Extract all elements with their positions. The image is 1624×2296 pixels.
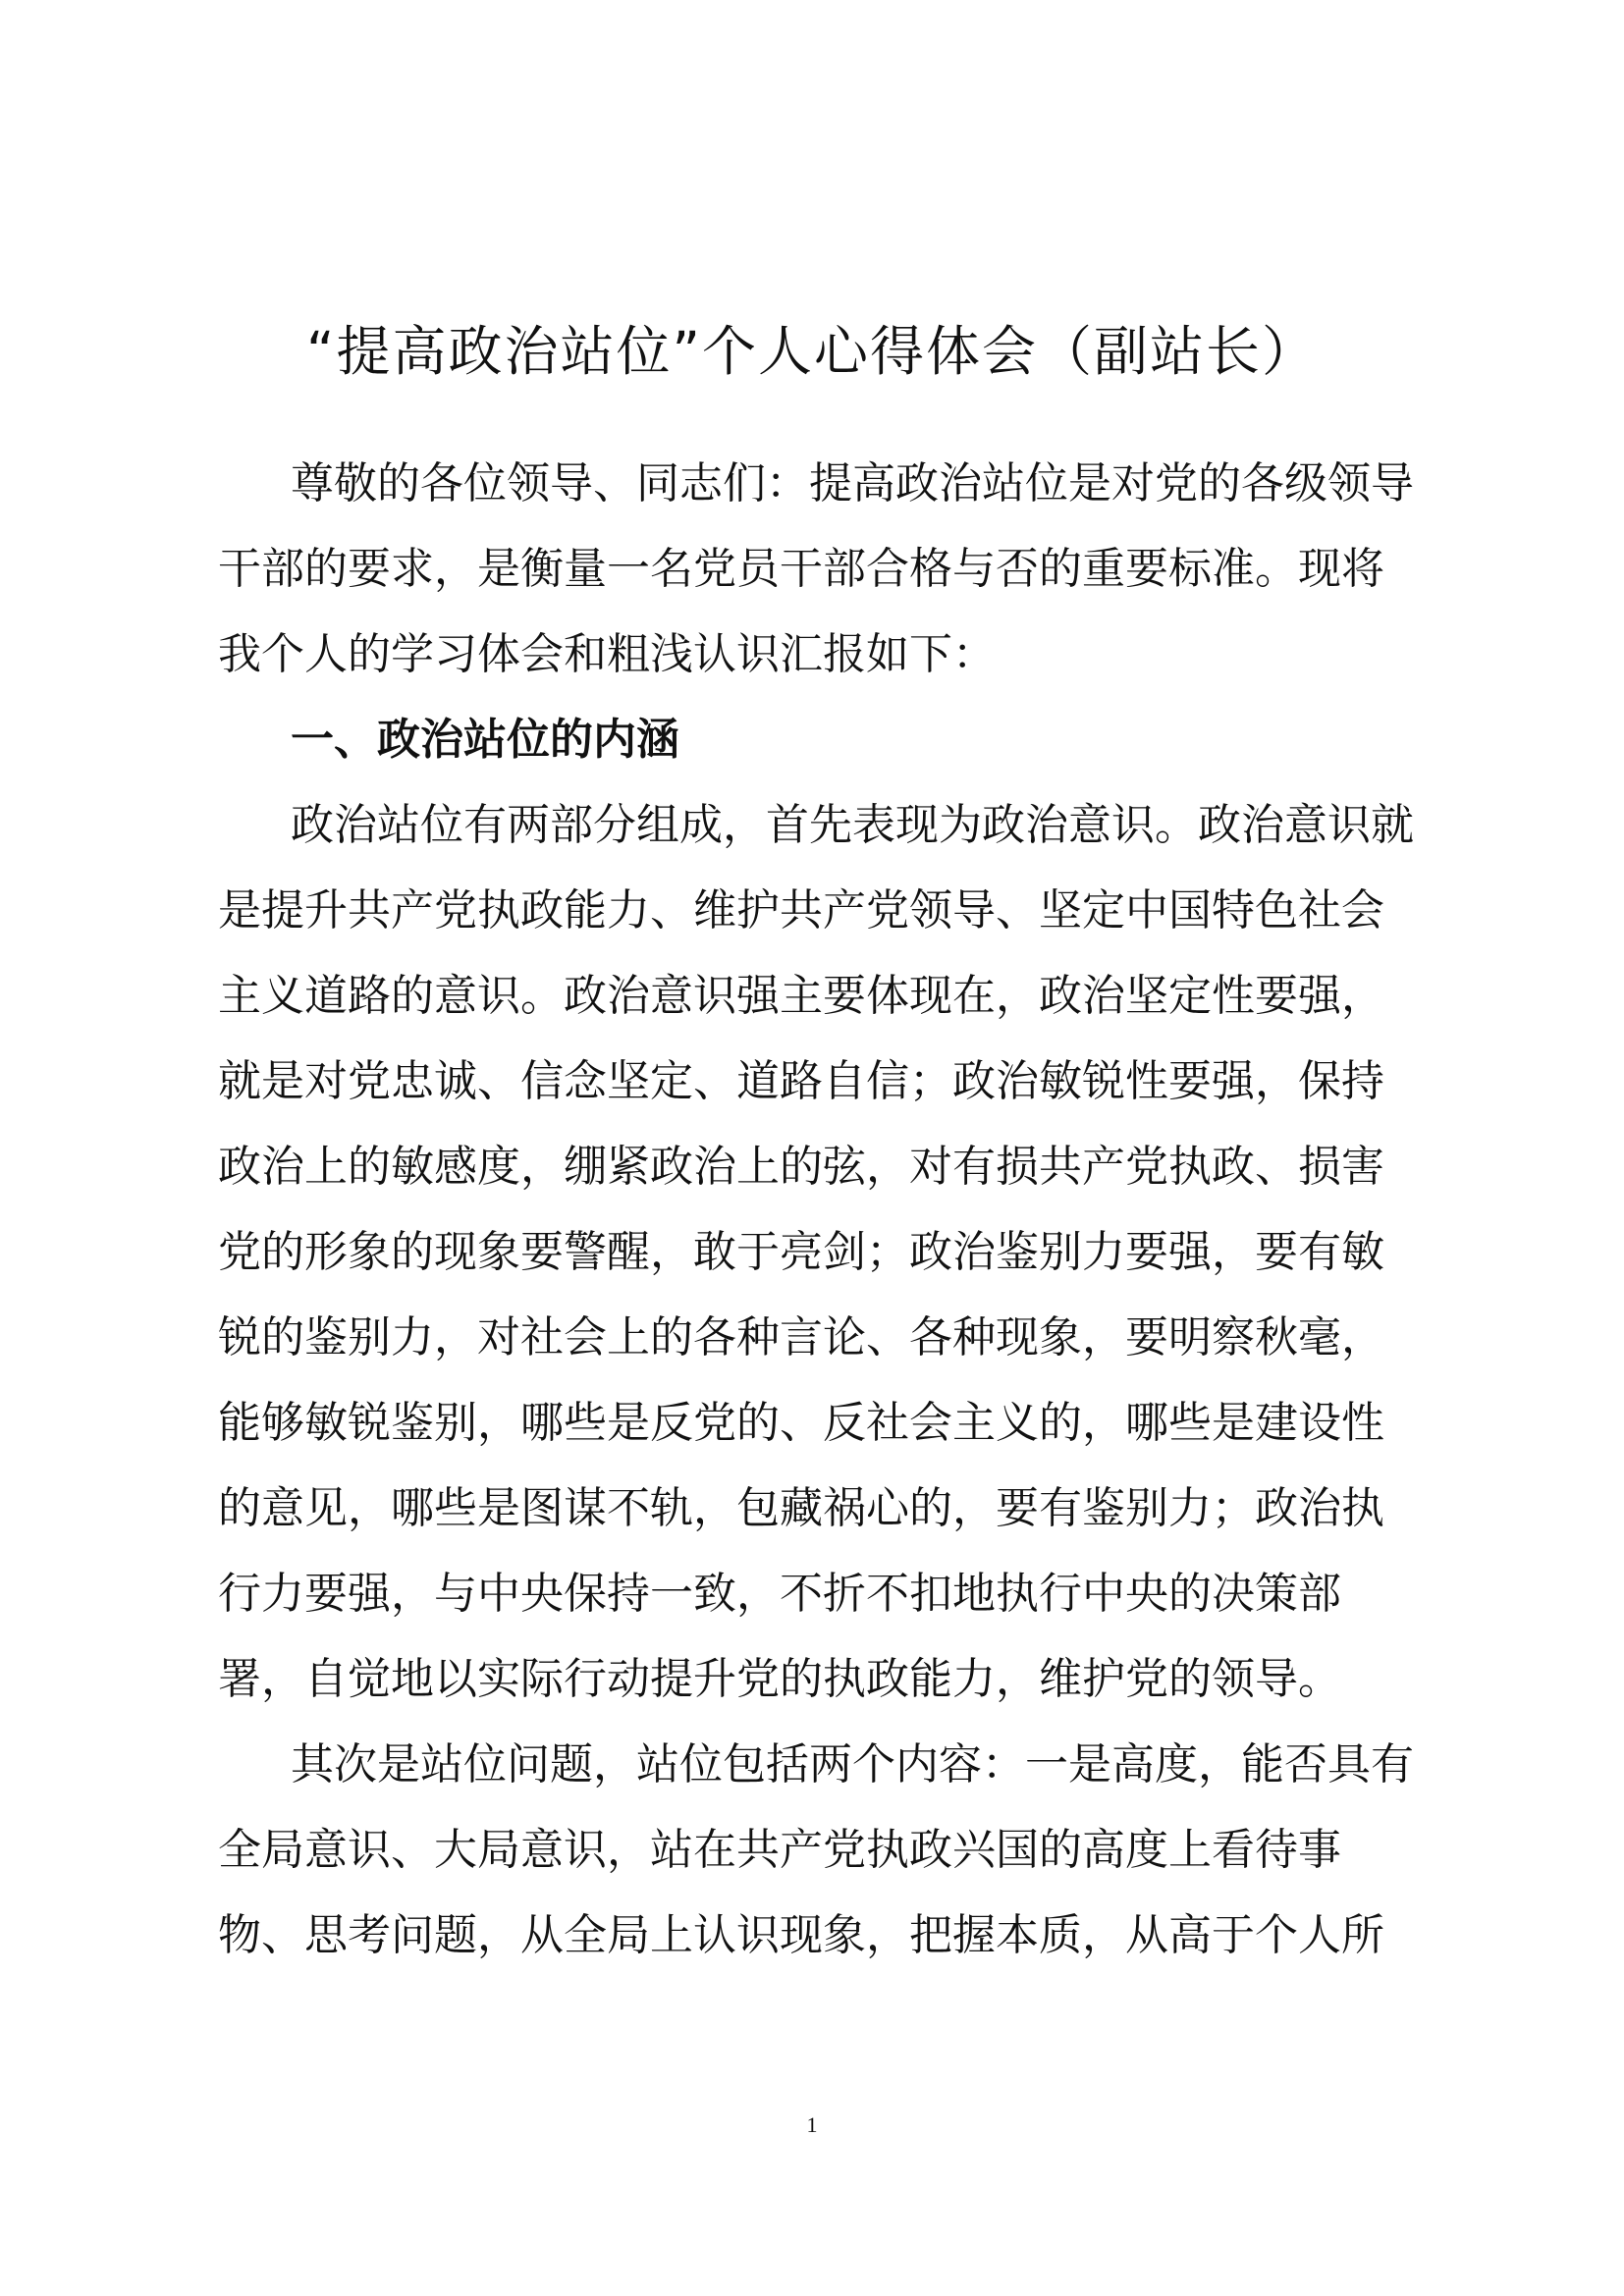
- paragraph-line: 署，自觉地以实际行动提升党的执政能力，维护党的领导。: [218, 1654, 1341, 1704]
- paragraph-line: 就是对党忠诚、信念坚定、道路自信；政治敏锐性要强，保持: [218, 1056, 1384, 1106]
- paragraph-line: 其次是站位问题，站位包括两个内容：一是高度，能否具有: [291, 1739, 1414, 1789]
- paragraph-line: 尊敬的各位领导、同志们：提高政治站位是对党的各级领导: [291, 458, 1414, 508]
- paragraph-line: 干部的要求，是衡量一名党员干部合格与否的重要标准。现将: [218, 544, 1384, 594]
- document-body: [218, 441, 1435, 1978]
- paragraph-line: 行力要强，与中央保持一致，不折不扣地执行中央的决策部: [218, 1569, 1341, 1619]
- paragraph-line: 党的形象的现象要警醒，敢于亮剑；政治鉴别力要强，要有敏: [218, 1227, 1384, 1277]
- page-number: 1: [806, 2112, 818, 2137]
- paragraph-line: 是提升共产党执政能力、维护共产党领导、坚定中国特色社会: [218, 885, 1384, 935]
- section-heading: 一、政治站位的内涵: [291, 715, 679, 765]
- paragraph-line: 能够敏锐鉴别，哪些是反党的、反社会主义的，哪些是建设性: [218, 1398, 1384, 1448]
- paragraph-line: 锐的鉴别力，对社会上的各种言论、各种现象，要明察秋毫，: [218, 1312, 1384, 1362]
- paragraph-line: 主义道路的意识。政治意识强主要体现在，政治坚定性要强，: [218, 971, 1384, 1021]
- paragraph-line: 的意见，哪些是图谋不轨，包藏祸心的，要有鉴别力；政治执: [218, 1483, 1384, 1533]
- paragraph-line: 物、思考问题，从全局上认识现象，把握本质，从高于个人所: [218, 1910, 1384, 1960]
- paragraph-line: 政治站位有两部分组成，首先表现为政治意识。政治意识就: [291, 800, 1414, 850]
- document-title: “提高政治站位”个人心得体会（副站长）: [306, 320, 1318, 383]
- paragraph-line: 政治上的敏感度，绷紧政治上的弦，对有损共产党执政、损害: [218, 1142, 1384, 1192]
- paragraph-line: 我个人的学习体会和粗浅认识汇报如下：: [218, 629, 996, 679]
- paragraph-line: 全局意识、大局意识，站在共产党执政兴国的高度上看待事: [218, 1825, 1341, 1875]
